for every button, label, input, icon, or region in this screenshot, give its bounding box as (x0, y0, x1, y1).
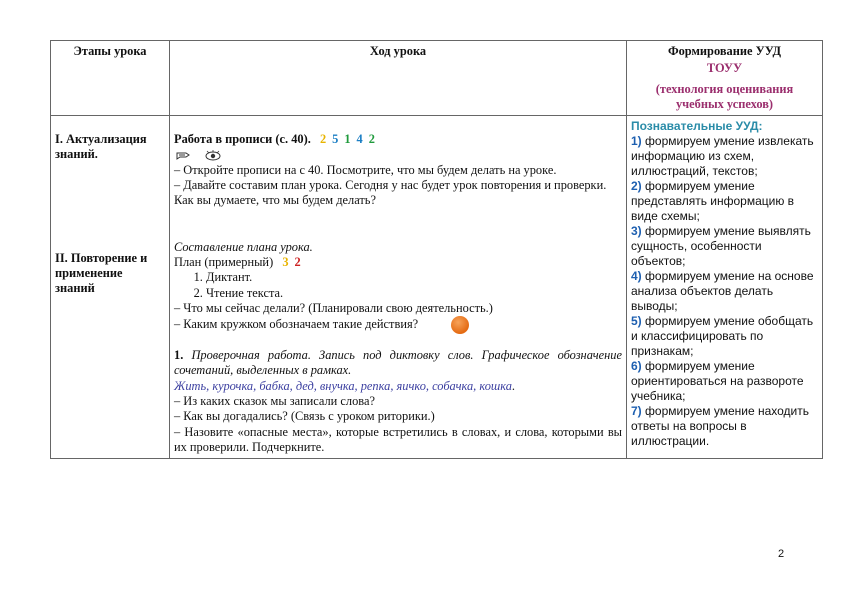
uud-item-number: 6) (631, 359, 646, 374)
plan-score-numbers (276, 255, 300, 269)
header-uud-touu-desc: (технология оценивания учебных успехов) (655, 81, 794, 111)
uud-item-text: формируем умение выявлять сущность, особенности объектов; (631, 224, 811, 269)
course-title: Работа в прописи (с. 40). (174, 132, 311, 147)
dictation-words: Жить, курочка, бабка, дед, внучка, репка, яичко, собачка, кошка (174, 378, 512, 393)
question-1: – Что мы сейчас делали? (Планировали свою деятельность.) (174, 300, 493, 315)
uud-item-number: 5) (631, 314, 646, 329)
score-number: 2 (294, 254, 301, 269)
task-number: 1. (174, 348, 184, 363)
stage-1-title: I. Актуализация знаний. (55, 132, 147, 162)
uud-item (631, 359, 818, 404)
score-numbers (314, 132, 375, 146)
score-number: 5 (332, 132, 339, 147)
plan-heading: Составление плана урока. (174, 239, 313, 254)
question-5: – Назовите «опасные места», которые встретились в словах, и слова, которыми вы их проверили. Подчеркните. (174, 424, 622, 454)
stage-2-title: II. Повторение и применение знаний (55, 250, 148, 296)
uud-item (631, 134, 818, 179)
table-header-row (51, 41, 823, 116)
question-2: – Каким кружком обозначаем такие действия? (174, 317, 419, 331)
task-text: Проверочная работа. Запись под диктовку слов. Графическое обозначение сочетаний, выделенных в рамках. (174, 348, 622, 378)
course-line-1: – Откройте прописи на с 40. Посмотрите, что мы будем делать на уроке. (174, 162, 557, 177)
score-number: 4 (356, 132, 363, 147)
header-uud-title: Формирование УУД (667, 44, 782, 58)
course-cell (170, 116, 627, 459)
uud-item-text: формируем умение ориентироваться на развороте учебника; (631, 359, 804, 404)
page-number: 2 (778, 548, 785, 560)
uud-item-text: формируем умение представлять информацию в виде схемы; (631, 179, 795, 224)
uud-item-number: 7) (631, 404, 646, 419)
header-uud-touu: ТОУУ (706, 61, 743, 76)
list-item: 2. Чтение текста. (206, 286, 622, 301)
stages-cell (51, 116, 170, 459)
uud-item (631, 224, 818, 269)
list-item: 1. Диктант. (206, 270, 622, 285)
uud-item (631, 404, 818, 449)
eye-icon (204, 150, 222, 162)
uud-item-text: формируем умение извлекать информацию из схем, иллюстраций, текстов; (631, 134, 814, 179)
uud-item-text: формируем умение находить ответы на вопросы в иллюстрации. (631, 404, 810, 449)
question-3: – Из каких сказок мы записали слова? (174, 394, 375, 409)
orange-circle-icon (451, 316, 469, 334)
uud-item-number: 1) (631, 134, 646, 149)
uud-item-number: 2) (631, 179, 646, 194)
uud-item-text: формируем умение обобщать и классифицировать по признакам; (631, 314, 814, 359)
course-line-2: – Давайте составим план урока. Сегодня у нас будет урок повторения и проверки. Как вы думаете, что мы будем делать? (174, 178, 607, 208)
header-stages: Этапы урока (51, 41, 170, 116)
uud-heading: Познавательные УУД: (631, 119, 763, 134)
lesson-plan-table (50, 40, 823, 459)
plan-label: План (примерный) (174, 254, 274, 269)
uud-item-number: 4) (631, 269, 646, 284)
uud-item (631, 179, 818, 224)
header-course: Ход урока (170, 41, 627, 116)
dictation-words-end: . (511, 378, 516, 393)
uud-list (631, 134, 818, 449)
score-number: 2 (319, 132, 327, 147)
header-uud (627, 41, 823, 116)
uud-cell (627, 116, 823, 459)
uud-item-text: формируем умение на основе анализа объектов делать выводы; (631, 269, 814, 314)
uud-item-number: 3) (631, 224, 646, 239)
uud-item (631, 269, 818, 314)
uud-item (631, 314, 818, 359)
score-number: 2 (368, 132, 375, 147)
plan-list (174, 270, 622, 301)
question-4: – Как вы догадались? (Связь с уроком риторики.) (174, 409, 435, 424)
score-number: 3 (282, 254, 289, 269)
score-number: 1 (344, 132, 351, 147)
table-row (51, 116, 823, 459)
hand-pointer-icon (176, 150, 190, 160)
